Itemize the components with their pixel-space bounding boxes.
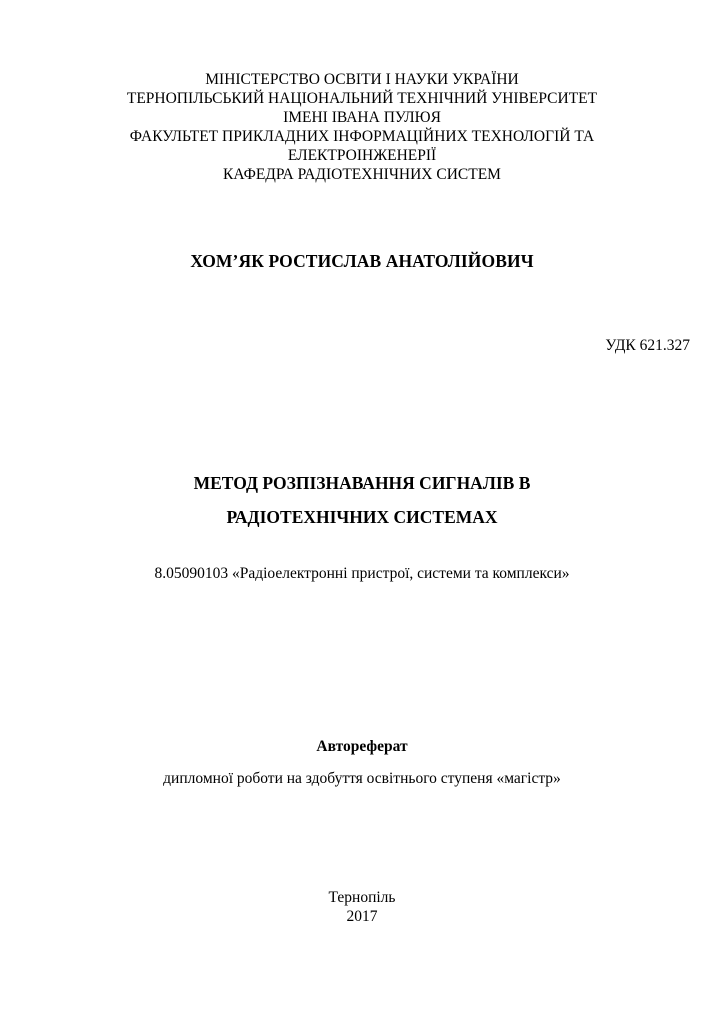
document-type: Автореферат [316,738,408,755]
department-line: КАФЕДРА РАДІОТЕХНІЧНИХ СИСТЕМ [223,166,501,183]
udk-code: УДК 621.327 [605,337,690,354]
specialty-code: 8.05090103 «Радіоелектронні пристрої, системи та комплекси» [154,565,570,582]
university-name-line: ІМЕНІ ІВАНА ПУЛЮЯ [283,109,441,126]
thesis-title-line-2: РАДІОТЕХНІЧНИХ СИСТЕМАХ [226,507,498,527]
author-name: ХОМ’ЯК РОСТИСЛАВ АНАТОЛІЙОВИЧ [190,251,534,271]
faculty-line: ФАКУЛЬТЕТ ПРИКЛАДНИХ ІНФОРМАЦІЙНИХ ТЕХНОЛОГІЙ ТА [129,128,595,145]
place-and-year [60,888,664,926]
thesis-title-line-1: МЕТОД РОЗПІЗНАВАННЯ СИГНАЛІВ В [193,473,531,493]
university-line: ТЕРНОПІЛЬСЬКИЙ НАЦІОНАЛЬНИЙ ТЕХНІЧНИЙ УНІВЕРСИТЕТ [126,90,598,107]
city: Тернопіль [328,889,396,906]
ministry-line: МІНІСТЕРСТВО ОСВІТИ І НАУКИ УКРАЇНИ [205,71,519,88]
document-description: дипломної роботи на здобуття освітнього ступеня «магістр» [163,770,561,787]
faculty-line-continued: ЕЛЕКТРОІНЖЕНЕРІЇ [287,147,437,164]
year: 2017 [346,908,378,925]
institution-header [60,70,664,184]
thesis-title [60,466,664,534]
